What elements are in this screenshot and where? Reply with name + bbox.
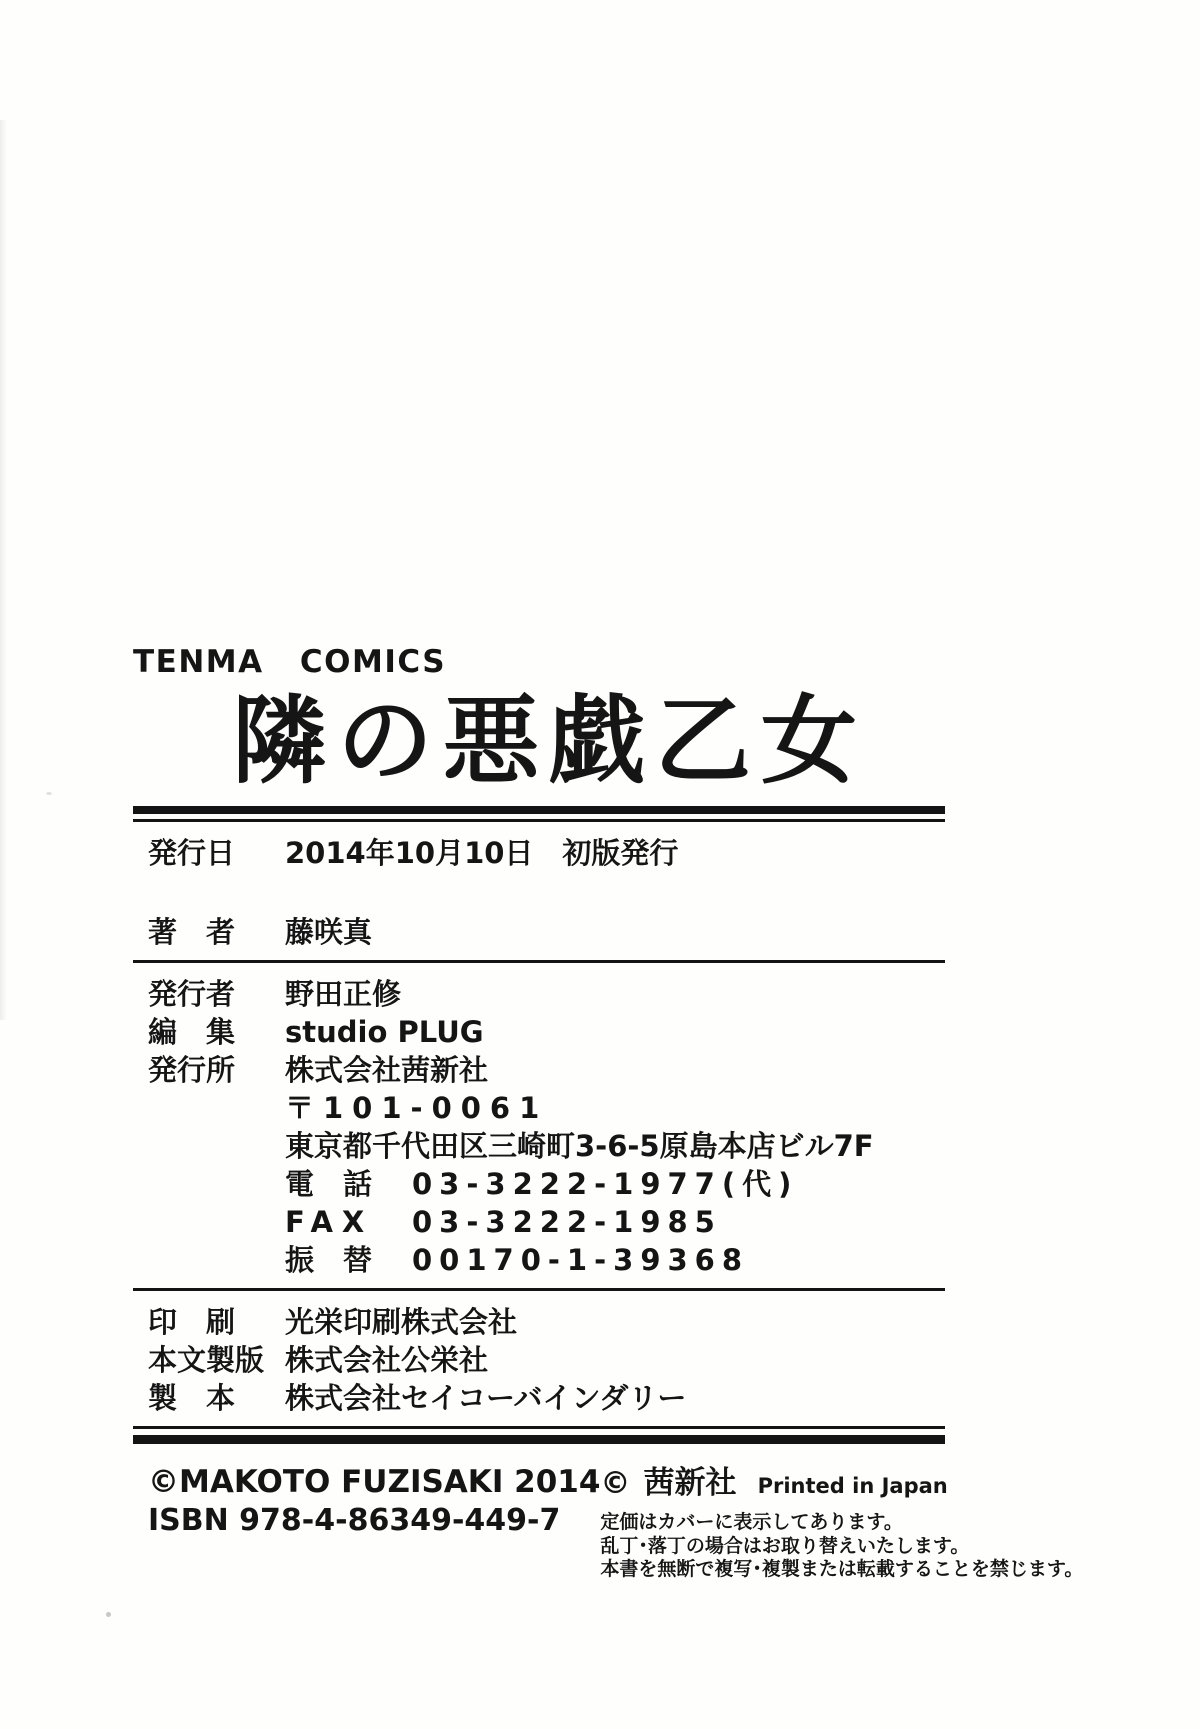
row-publication-date xyxy=(148,837,1200,869)
publisher-copyright-symbol: © xyxy=(600,1466,631,1501)
imprint-label: TENMA COMICS xyxy=(133,644,447,680)
divider-author-rule xyxy=(133,960,945,963)
row-postal-transfer xyxy=(285,1244,1200,1276)
divider-title-double-rule xyxy=(133,806,945,822)
row-binding xyxy=(148,1382,1200,1414)
row-editor xyxy=(148,1016,1200,1048)
phone-value: 03-3222-1977(代) xyxy=(412,1167,799,1201)
publishing-house-label: 発行所 xyxy=(148,1053,236,1087)
postal-transfer-value: 00170-1-39368 xyxy=(412,1243,750,1277)
row-phone xyxy=(285,1168,1200,1200)
row-plate-making xyxy=(148,1344,1200,1376)
fax-value: 03-3222-1985 xyxy=(412,1205,722,1239)
postal-code-value: 〒101-0061 xyxy=(285,1091,549,1125)
publisher-value: 野田正修 xyxy=(285,977,402,1011)
copyright-author: ©MAKOTO FUZISAKI 2014 xyxy=(148,1464,601,1500)
author-value: 藤咲真 xyxy=(285,915,373,949)
scan-speck xyxy=(106,1612,111,1617)
printing-label: 印 刷 xyxy=(148,1305,236,1339)
printed-in-japan: Printed in Japan xyxy=(757,1474,948,1498)
publishing-house-value: 株式会社茜新社 xyxy=(285,1053,489,1087)
book-title: 隣の悪戯乙女 xyxy=(231,685,867,797)
publisher-copyright-name: 茜新社 xyxy=(643,1465,737,1501)
publisher-label: 発行者 xyxy=(148,977,236,1011)
divider-production-rule xyxy=(133,1288,945,1291)
notice-defective-copies: 乱丁･落丁の場合はお取り替えいたします。 xyxy=(600,1534,970,1557)
fax-label: FAX xyxy=(285,1205,374,1239)
address-value: 東京都千代田区三崎町3-6-5原島本店ビル7F xyxy=(285,1129,874,1163)
divider-footer-double-rule xyxy=(133,1426,945,1444)
row-publisher xyxy=(148,978,1200,1010)
isbn: ISBN 978-4-86349-449-7 xyxy=(148,1503,561,1538)
phone-label: 電 話 xyxy=(285,1167,373,1201)
row-address xyxy=(285,1130,1200,1162)
postal-transfer-label: 振 替 xyxy=(285,1243,373,1277)
notice-no-reproduction: 本書を無断で複写･複製または転載することを禁じます。 xyxy=(600,1558,1084,1580)
author-label: 著 者 xyxy=(148,915,236,949)
row-publishing-house xyxy=(148,1054,1200,1086)
publisher-copyright-line xyxy=(600,1466,1083,1505)
publication-date-value: 2014年10月10日 初版発行 xyxy=(285,836,679,870)
row-fax xyxy=(285,1206,1200,1238)
row-printing xyxy=(148,1306,1200,1338)
notice-price: 定価はカバーに表示してあります。 xyxy=(600,1511,903,1533)
binding-value: 株式会社セイコーバインダリー xyxy=(285,1381,687,1415)
row-author xyxy=(148,916,1200,948)
publication-date-label: 発行日 xyxy=(148,836,236,870)
editor-label: 編 集 xyxy=(148,1015,236,1049)
legal-notices xyxy=(600,1511,1083,1582)
plate-making-value: 株式会社公栄社 xyxy=(285,1343,489,1377)
printing-value: 光栄印刷株式会社 xyxy=(285,1305,518,1339)
footer-left-column xyxy=(148,1464,600,1582)
scan-speck xyxy=(46,792,52,795)
plate-making-label: 本文製版 xyxy=(148,1343,265,1377)
binding-label: 製 本 xyxy=(148,1381,236,1415)
editor-value: studio PLUG xyxy=(285,1015,484,1049)
footer-right-column xyxy=(600,1464,1083,1582)
footer xyxy=(148,1464,1200,1582)
row-postal-code xyxy=(285,1092,1200,1124)
